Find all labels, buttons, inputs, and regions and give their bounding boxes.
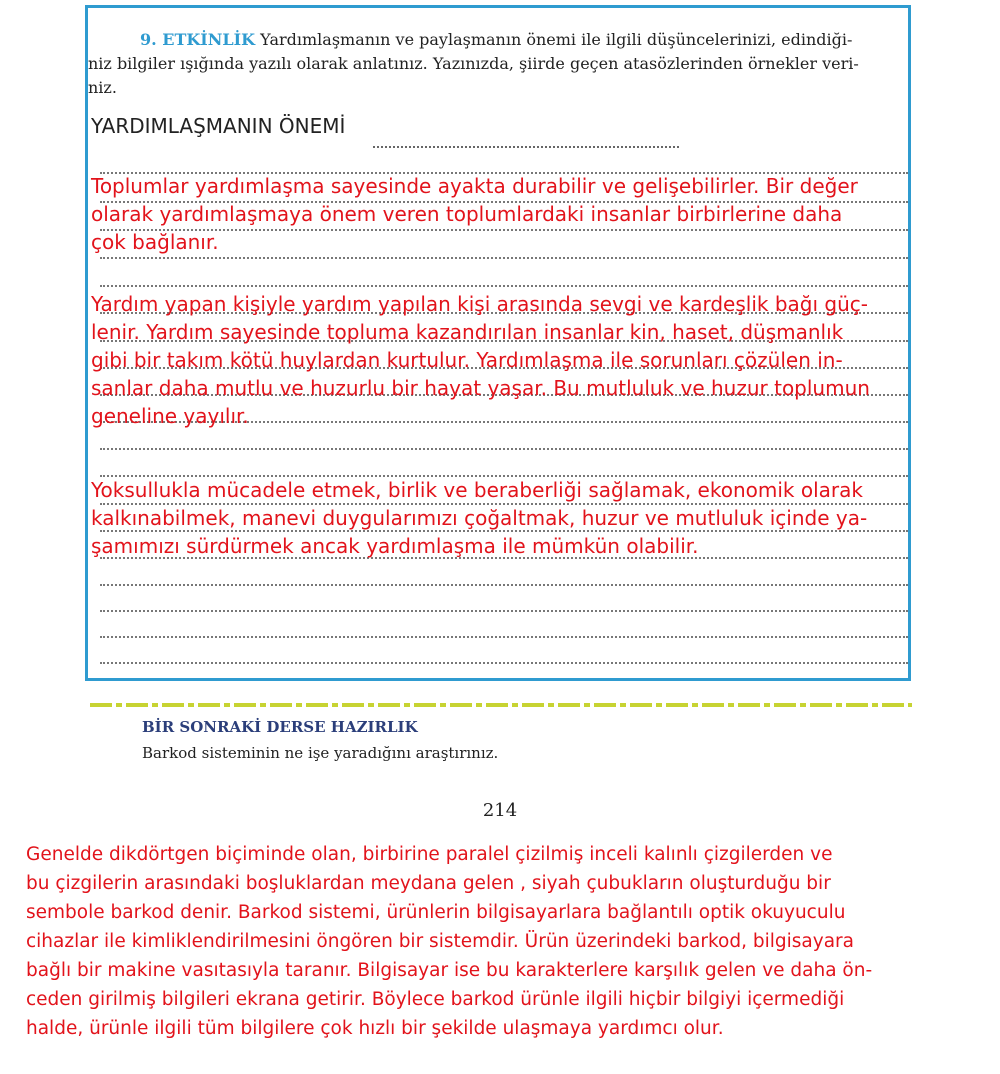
writing-line: [100, 610, 908, 612]
writing-line: [100, 662, 908, 664]
barcode-answer-line: halde, ürünle ilgili tüm bilgilere çok hızlı bir şekilde ulaşmaya yardımcı olur.: [26, 1018, 724, 1039]
activity-tag: 9. ETKİNLİK: [140, 30, 256, 49]
page-number: 214: [482, 800, 518, 821]
next-lesson-title: BİR SONRAKİ DERSE HAZIRLIK: [142, 718, 418, 736]
barcode-answer-line: cihazlar ile kimliklendirilmesini öngören bir sistemdir. Ürün üzerindeki barkod, bilgisayara: [26, 931, 854, 952]
next-lesson-task: Barkod sisteminin ne işe yaradığını araştırınız.: [142, 744, 499, 762]
answer-line: şamımızı sürdürmek ancak yardımlaşma ile mümkün olabilir.: [91, 534, 699, 558]
answer-line: gibi bir takım kötü huylardan kurtulur. Yardımlaşma ile sorunları çözülen in-: [91, 348, 843, 372]
answer-line: sanlar daha mutlu ve huzurlu bir hayat yaşar. Bu mutluluk ve huzur toplumun: [91, 376, 870, 400]
writing-line: [100, 636, 908, 638]
barcode-answer-line: bağlı bir makine vasıtasıyla taranır. Bilgisayar ise bu karakterlere karşılık gelen ve daha ön-: [26, 960, 873, 981]
barcode-answer-line: bu çizgilerin arasındaki boşluklardan meydana gelen , siyah çubukların oluşturduğu bir: [26, 873, 831, 894]
barcode-answer: [26, 840, 974, 1043]
answer-line: Yardım yapan kişiyle yardım yapılan kişi arasında sevgi ve kardeşlik bağı güç-: [91, 292, 868, 316]
instruction-line-1: Yardımlaşmanın ve paylaşmanın önemi ile ilgili düşüncelerinizi, edindiği-: [255, 30, 853, 49]
heading-dotted-line: [373, 146, 679, 148]
answer-heading: YARDIMLAŞMANIN ÖNEMİ: [91, 114, 346, 138]
barcode-answer-line: ceden girilmiş bilgileri ekrana getirir. Böylece barkod ürünle ilgili hiçbir bilgiyi içermediği: [26, 989, 845, 1010]
barcode-answer-line: Genelde dikdörtgen biçiminde olan, birbirine paralel çizilmiş inceli kalınlı çizgilerden ve: [26, 844, 833, 865]
answer-paragraph-3: [91, 476, 867, 560]
answer-line: olarak yardımlaşmaya önem veren toplumlardaki insanlar birbirlerine daha: [91, 202, 843, 226]
instruction-line-2: niz bilgiler ışığında yazılı olarak anlatınız. Yazınızda, şiirde geçen atasözlerinden örnekler veri-: [88, 54, 859, 73]
writing-line: [100, 584, 908, 586]
answer-line: kalkınabilmek, manevi duygularımızı çoğaltmak, huzur ve mutluluk içinde ya-: [91, 506, 868, 530]
answer-line: çok bağlanır.: [91, 230, 219, 254]
instruction-line-3: niz.: [88, 78, 117, 97]
writing-line: [100, 257, 908, 259]
barcode-answer-line: sembole barkod denir. Barkod sistemi, ürünlerin bilgisayarlara bağlantılı optik okuyuculu: [26, 902, 846, 923]
answer-paragraph-1: [91, 172, 858, 256]
answer-line: lenir. Yardım sayesinde topluma kazandırılan insanlar kin, haset, düşmanlık: [91, 320, 844, 344]
writing-line: [100, 285, 908, 287]
activity-instruction: [88, 28, 910, 100]
answer-line: geneline yayılır.: [91, 404, 249, 428]
writing-line: [100, 448, 908, 450]
answer-line: Toplumlar yardımlaşma sayesinde ayakta durabilir ve gelişebilirler. Bir değer: [91, 174, 858, 198]
section-divider: [90, 703, 912, 707]
answer-line: Yoksullukla mücadele etmek, birlik ve beraberliği sağlamak, ekonomik olarak: [91, 478, 863, 502]
answer-paragraph-2: [91, 290, 870, 430]
